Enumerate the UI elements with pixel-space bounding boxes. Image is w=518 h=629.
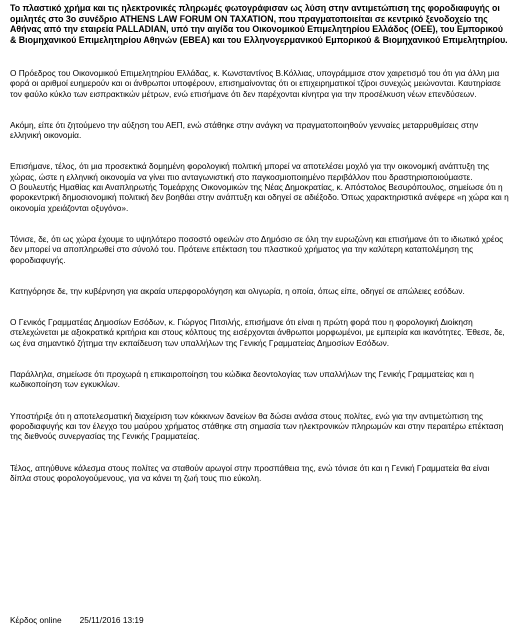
article-lead-title: Το πλαστικό χρήμα και τις ηλεκτρονικές πληρωμές φωτογράφισαν ως λύση στην αντιμετώπιση της φοροδιαφυγής οι ομιλητές στο 3ο συνέδριο ATHENS LAW FORUM ON TAXATION, που πραγματοποιείται σε κεντρικό ξενοδοχείο της Αθήνας από την εταιρεία PALLADIAN, υπό την αιγίδα του Οικονομικού Επιμελητηρίου Ελλάδος (ΟΕΕ), του Εμπορικού & Βιομηχανικού Επιμελητηρίου Αθηνών (ΕΒΕΑ) και του Ελληνογερμανικού Εμπορικού & Βιομηχανικού Επιμελητηρίου. bbox=[10, 3, 508, 45]
publish-datetime: 25/11/2016 13:19 bbox=[79, 615, 144, 625]
paragraph-overtaxation: Κατηγόρησε δε, την κυβέρνηση για ακραία υπερφορολόγηση και ολιγωρία, η οποία, όπως είπε, οδηγεί σε απώλειες εσόδων. bbox=[10, 285, 465, 296]
paragraph-pitsilis: Ο Γενικός Γραμματέας Δημοσίων Εσόδων, κ. Γιώργος Πιτσιλής, επισήμανε ότι είναι η πρώτη φορά που η φορολογική Διοίκηση στελεχώνεται με αξιοκρατικά κριτήρια και στους κόλπους της εισέρχονται άνθρωποι μορφωμένοι, με εμπειρία και ικανότητες. Έθεσε, δε, ως ένα σημαντικό ζήτημα την εκπαίδευση των υπαλλήλων της Γενικής Γραμματείας Δημοσίων Εσόδων. bbox=[10, 317, 505, 348]
source-label: Κέρδος online bbox=[10, 615, 62, 625]
paragraph-code-of-conduct: Παράλληλα, σημείωσε ότι προχωρά η επικαιροποίηση του κώδικα δεοντολογίας των υπαλλήλων της Γενικής Γραμματείας και η κωδικοποίηση των εγκυκλίων. bbox=[10, 369, 474, 390]
paragraph-gdp-reforms: Ακόμη, είπε ότι ζητούμενο την αύξηση του ΑΕΠ, ενώ στάθηκε στην ανάγκη να πραγματοποιηθούν γενναίες μεταρρυθμίσεις στην ελληνική οικονομία. bbox=[10, 119, 479, 141]
article-footer bbox=[10, 615, 144, 625]
paragraph-vesyropoulos: Ο βουλευτής Ημαθίας και Αναπληρωτής Τομεάρχης Οικονομικών της Νέας Δημοκρατίας, κ. Απόστολος Βεσυρόπουλος, σημείωσε ότι η φοροκεντρική δημοσιονομική πολιτική δεν βοηθάει στην ανάπτυξη και οδηγεί σε αδιέξοδο. Όπως χαρακτηριστικά ανέφερε «η χώρα και η οικονομία χρειάζονται οξυγόνο». bbox=[10, 182, 509, 213]
paragraph-red-loans: Υποστήριξε ότι η αποτελεσματική διαχείριση των κόκκινων δανείων θα δώσει ανάσα στους πολίτες, ενώ για την αντιμετώπιση της φοροδιαφυγής και τον έλεγχο του μαύρου χρήματος στάθηκε στη σημασία των ηλεκτρονικών πληρωμών και στην περαιτέρω επέκταση της διεθνούς συνεργασίας της Γενικής Γραμματείας. bbox=[10, 410, 504, 442]
paragraph-public-debt: Τόνισε, δε, ότι ως χώρα έχουμε το υψηλότερο ποσοστό οφειλών στο Δημόσιο σε όλη την ευρωζώνη και επισήμανε ότι το ιδιωτικό χρέος δεν μπορεί να αποπληρωθεί στο σύνολό του. Πρότεινε επέκταση του πλαστικού χρήματος για την καλύτερη καταπολέμηση της φοροδιαφυγής. bbox=[10, 233, 504, 265]
paragraph-closing-call: Τέλος, απηύθυνε κάλεσμα στους πολίτες να σταθούν αρωγοί στην προσπάθεια της, ενώ τόνισε ότι και η Γενική Γραμματεία θα είναι δίπλα στους φορολογούμενους, για να κάνει τη ζωή τους πιο εύκολη. bbox=[10, 462, 490, 483]
paragraph-kollias-greeting: Ο Πρόεδρος του Οικονομικού Επιμελητηρίου Ελλάδας, κ. Κωνσταντίνος Β.Κόλλιας, υπογράμμισε στον χαιρετισμό του ότι για άλλη μια φορά οι αριθμοί ευημερούν και οι άνθρωποι υποφέρουν, επισημαίνοντας ότι οι επιχειρηματικοί τζίροι συνεχώς μειώνονται. Καυτηρίασε τον φαύλο κύκλο των εισπρακτικών μέτρων, ενώ επισήμανε ότι δεν παρέχονται κίνητρα για την προσέλκυση νέων επενδύσεων. bbox=[10, 68, 501, 99]
paragraph-tax-policy: Επισήμανε, τέλος, ότι μια προσεκτικά δομημένη φορολογική πολιτική μπορεί να αποτελέσει μοχλό για την οικονομική ανάπτυξη της χώρας, ώστε η ελληνική οικονομία να γίνει πιο ανταγωνιστική στο παγκοσμιοποιημένο περιβάλλον που δραστηριοποιούμαστε. bbox=[10, 161, 490, 182]
